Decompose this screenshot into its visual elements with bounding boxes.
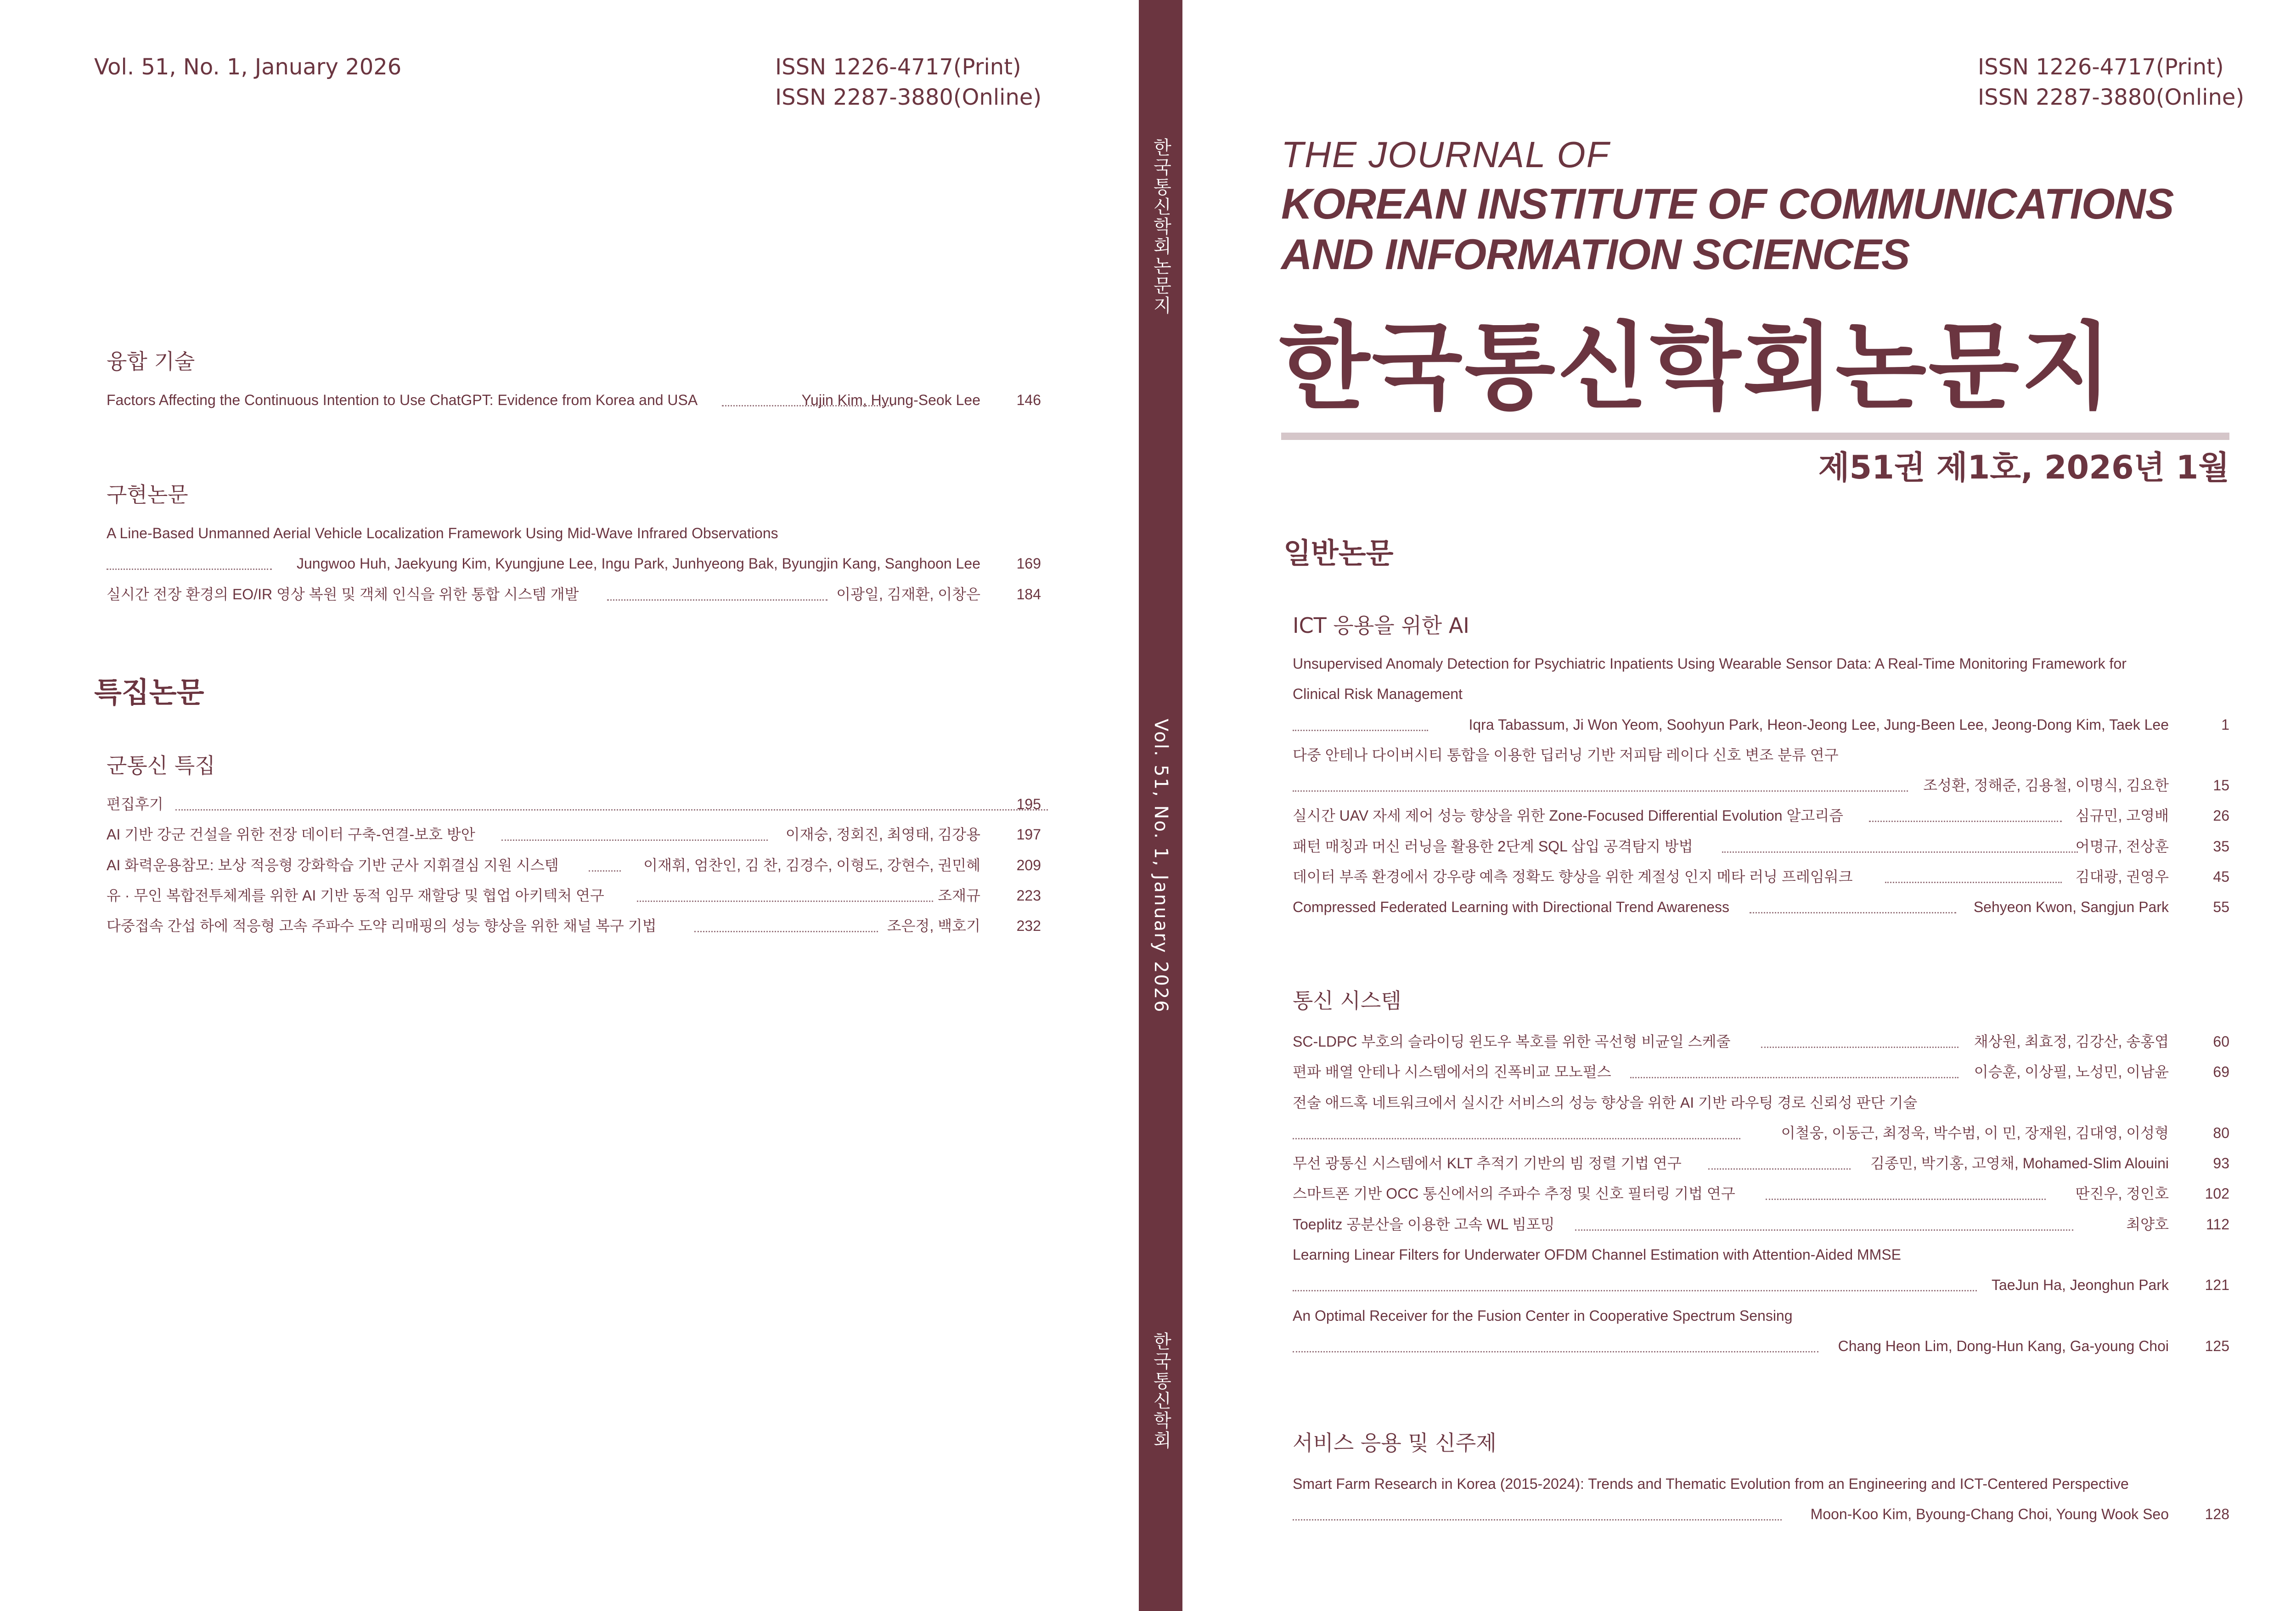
toc-entry-page: 69 <box>2213 1064 2229 1081</box>
toc-entry <box>107 880 1041 911</box>
section-heading-convergence: 융합 기술 <box>107 349 195 374</box>
leader-dots <box>1575 1229 2073 1231</box>
toc-entry-title: Toeplitz 공분산을 이용한 고속 WL 빔포밍 <box>1293 1216 1555 1233</box>
toc-entry-page: 60 <box>2213 1033 2229 1050</box>
journal-title-english <box>1281 131 2291 280</box>
toc-entry <box>107 579 1041 609</box>
toc-entry <box>107 789 1041 819</box>
toc-entry <box>1293 1209 2229 1239</box>
section-heading-comm-systems: 통신 시스템 <box>1293 988 1401 1013</box>
toc-entry <box>1293 1270 2229 1300</box>
issn-print: ISSN 1226-4717(Print) <box>1978 54 2224 80</box>
journal-title-line-2: KOREAN INSTITUTE OF COMMUNICATIONS <box>1281 180 2174 228</box>
toc-entry-authors: Iqra Tabassum, Ji Won Yeom, Soohyun Park, Heon-Jeong Lee, Jung-Been Lee, Jeong-Dong Kim, Taek Lee <box>1469 716 2169 733</box>
toc-entry <box>1293 892 2229 922</box>
toc-entry <box>1293 679 2229 709</box>
toc-entry-title: 편집후기 <box>107 796 163 812</box>
toc-entry <box>1293 800 2229 831</box>
toc-entry <box>107 911 1041 941</box>
leader-dots <box>1869 821 2062 822</box>
toc-entry-page: 169 <box>1016 555 1041 572</box>
toc-entry <box>1293 740 2229 770</box>
leader-dots <box>1766 1199 2046 1200</box>
toc-entry-title: 실시간 전장 환경의 EO/IR 영상 복원 및 객체 인식을 위한 통합 시스템 개발 <box>107 586 579 603</box>
journal-title-korean: 한국통신학회논문지 <box>1279 313 2114 422</box>
toc-entry-page: 128 <box>2205 1506 2229 1523</box>
toc-entry <box>1293 1301 2229 1331</box>
leader-dots <box>1293 790 1908 792</box>
toc-entry-authors: 어명규, 전상훈 <box>2075 838 2169 855</box>
toc-entry <box>107 385 1041 415</box>
title-divider <box>1281 433 2229 440</box>
journal-title-line-3: AND INFORMATION SCIENCES <box>1281 230 1910 278</box>
toc-entry-authors: 이광일, 김재환, 이창은 <box>836 586 980 603</box>
front-cover <box>1182 0 2296 1611</box>
toc-entry-title: Factors Affecting the Continuous Intention to Use ChatGPT: Evidence from Korea and USA <box>107 392 698 408</box>
leader-dots <box>1293 1290 1977 1291</box>
toc-entry-title: 다중접속 간섭 하에 적응형 고속 주파수 도약 리매핑의 성능 향상을 위한 채널 복구 기법 <box>107 918 657 935</box>
toc-entry-title: 편파 배열 안테나 시스템에서의 진폭비교 모노펄스 <box>1293 1064 1611 1081</box>
issn-online: ISSN 2287-3880(Online) <box>775 84 1042 110</box>
toc-entry <box>1293 831 2229 862</box>
toc-entry-page: 26 <box>2213 807 2229 824</box>
toc-entry-authors: 최양호 <box>2126 1216 2169 1233</box>
toc-entry-authors: 김종민, 박기홍, 고영채, Mohamed-Slim Alouini <box>1870 1155 2169 1172</box>
toc-entry-title: AI 기반 강군 건설을 위한 전장 데이터 구축-연결-보호 방안 <box>107 826 475 843</box>
toc-entry-title: 유 · 무인 복합전투체계를 위한 AI 기반 동적 임무 재할당 및 협업 아키텍처 연구 <box>107 887 604 904</box>
leader-dots <box>1761 1047 1958 1048</box>
toc-entry-authors: 조성환, 정해준, 김용철, 이명식, 김요한 <box>1923 777 2169 794</box>
toc-entry <box>1293 648 2229 679</box>
toc-entry-authors: 이재숭, 정회진, 최영태, 김강용 <box>785 826 980 843</box>
section-heading-military: 군통신 특집 <box>107 753 215 778</box>
toc-entry-authors: TaeJun Ha, Jeonghun Park <box>1991 1277 2169 1294</box>
issn-print: ISSN 1226-4717(Print) <box>775 54 1021 80</box>
toc-entry <box>107 819 1041 850</box>
leader-dots <box>637 901 933 902</box>
toc-entry-title: Compressed Federated Learning with Directional Trend Awareness <box>1293 899 1730 916</box>
leader-dots <box>1722 851 2078 853</box>
toc-entry-authors: 조은정, 백호기 <box>887 918 980 935</box>
toc-entry <box>107 850 1041 880</box>
toc-entry-page: 80 <box>2213 1124 2229 1141</box>
toc-entry-page: 121 <box>2205 1277 2229 1294</box>
toc-services <box>1293 1469 2229 1530</box>
toc-entry <box>107 518 1041 548</box>
toc-entry-authors: 심규민, 고영배 <box>2075 807 2169 824</box>
toc-entry-authors: Chang Heon Lim, Dong-Hun Kang, Ga-young Choi <box>1838 1337 2169 1354</box>
toc-entry-title: An Optimal Receiver for the Fusion Center in Cooperative Spectrum Sensing <box>1293 1307 1793 1324</box>
toc-entry-page: 35 <box>2213 838 2229 855</box>
toc-entry-title: 무선 광통신 시스템에서 KLT 추적기 기반의 빔 정렬 기법 연구 <box>1293 1155 1682 1172</box>
toc-entry <box>107 548 1041 579</box>
toc-entry <box>1293 1057 2229 1087</box>
toc-entry-authors: Yujin Kim, Hyung-Seok Lee <box>801 392 980 408</box>
toc-entry-title: Clinical Risk Management <box>1293 686 1463 703</box>
toc-entry-page: 197 <box>1016 826 1041 843</box>
journal-title-line-1: THE JOURNAL OF <box>1281 134 1610 175</box>
toc-entry-title: AI 화력운용참모: 보상 적응형 강화학습 기반 군사 지휘결심 지원 시스템 <box>107 856 559 873</box>
toc-entry-authors: Sehyeon Kwon, Sangjun Park <box>1973 899 2169 916</box>
leader-dots <box>1293 1519 1782 1521</box>
toc-entry-title: 데이터 부족 환경에서 강우량 예측 정확도 향상을 위한 계절성 인지 메타 러닝 프레임워크 <box>1293 868 1853 885</box>
spine-volume: Vol. 51, No. 1, January 2026 <box>1150 719 1171 1014</box>
section-heading-implementation: 구현논문 <box>107 482 188 507</box>
leader-dots <box>175 809 1048 811</box>
toc-entry-page: 1 <box>2221 716 2229 733</box>
leader-dots <box>694 931 878 932</box>
spine-title: 한국통신학회논문지 <box>1150 138 1171 315</box>
leader-dots <box>1708 1168 1851 1170</box>
leader-dots <box>1750 912 1956 913</box>
toc-entry <box>1293 1178 2229 1209</box>
spine-publisher: 한국통신학회 <box>1150 1332 1171 1450</box>
toc-entry-title: 패턴 매칭과 머신 러닝을 활용한 2단계 SQL 삽입 공격탐지 방법 <box>1293 838 1693 855</box>
toc-entry <box>1293 862 2229 892</box>
toc-convergence <box>107 385 1041 415</box>
toc-entry-authors: 조재규 <box>938 887 980 904</box>
toc-entry-authors: 이철웅, 이동근, 최정욱, 박수범, 이 민, 장재원, 김대영, 이성형 <box>1781 1124 2169 1141</box>
spine <box>1139 0 1182 1611</box>
toc-entry-title: 스마트폰 기반 OCC 통신에서의 주파수 추정 및 신호 필터링 기법 연구 <box>1293 1185 1735 1202</box>
toc-implementation <box>107 518 1041 609</box>
general-papers-heading: 일반논문 <box>1283 536 1394 570</box>
toc-entry-page: 223 <box>1016 887 1041 904</box>
toc-ict-ai <box>1293 648 2229 923</box>
toc-entry <box>1293 1331 2229 1361</box>
leader-dots <box>1630 1077 1958 1078</box>
toc-entry-authors: Jungwoo Huh, Jaekyung Kim, Kyungjune Lee, Ingu Park, Junhyeong Bak, Byungjin Kang, Sanghoon Lee <box>296 555 980 572</box>
toc-entry-page: 55 <box>2213 899 2229 916</box>
toc-entry-title: SC-LDPC 부호의 슬라이딩 윈도우 복호를 위한 곡선형 비균일 스케줄 <box>1293 1033 1731 1050</box>
toc-entry-title: A Line-Based Unmanned Aerial Vehicle Localization Framework Using Mid-Wave Infrared Observations <box>107 525 778 541</box>
toc-entry <box>1293 1148 2229 1178</box>
toc-entry-title: 전술 애드혹 네트워크에서 실시간 서비스의 성능 향상을 위한 AI 기반 라우팅 경로 신뢰성 판단 기술 <box>1293 1094 1918 1111</box>
leader-dots <box>107 569 272 570</box>
toc-entry <box>1293 1026 2229 1057</box>
toc-entry <box>1293 1087 2229 1118</box>
toc-entry-page: 125 <box>2205 1337 2229 1354</box>
toc-entry-page: 184 <box>1016 586 1041 603</box>
toc-entry-title: 다중 안테나 다이버시티 통합을 이용한 딥러닝 기반 저피탐 레이다 신호 변조 분류 연구 <box>1293 746 1839 763</box>
toc-entry-page: 209 <box>1016 856 1041 873</box>
leader-dots <box>1293 1351 1818 1352</box>
volume-line: Vol. 51, No. 1, January 2026 <box>94 54 402 80</box>
back-cover <box>0 0 1139 1611</box>
toc-entry-authors: 이재휘, 엄찬인, 김 찬, 김경수, 이형도, 강현수, 권민혜 <box>643 856 980 873</box>
toc-entry-title: 실시간 UAV 자세 제어 성능 향상을 위한 Zone-Focused Differential Evolution 알고리즘 <box>1293 807 1844 824</box>
section-heading-services: 서비스 응용 및 신주제 <box>1293 1431 1497 1455</box>
leader-dots <box>607 599 827 601</box>
toc-entry <box>1293 1118 2229 1148</box>
leader-dots <box>1293 730 1428 731</box>
leader-dots <box>1293 1138 1740 1139</box>
toc-entry <box>1293 710 2229 740</box>
toc-comm-systems <box>1293 1026 2229 1361</box>
toc-entry-page: 195 <box>1016 796 1041 812</box>
leader-dots <box>589 870 621 872</box>
leader-dots <box>1885 882 2062 883</box>
toc-entry <box>1293 1499 2229 1529</box>
toc-entry-title: Smart Farm Research in Korea (2015-2024): Trends and Thematic Evolution from an Engineering and ICT-Centered Perspective <box>1293 1476 2129 1492</box>
issn-online: ISSN 2287-3880(Online) <box>1978 84 2245 110</box>
toc-entry-title: Learning Linear Filters for Underwater OFDM Channel Estimation with Attention-Aided MMSE <box>1293 1246 1902 1263</box>
toc-entry-authors: Moon-Koo Kim, Byoung-Chang Choi, Young Wook Seo <box>1810 1506 2169 1523</box>
leader-dots <box>501 839 768 841</box>
toc-entry-authors: 김대광, 권영우 <box>2075 868 2169 885</box>
toc-entry-page: 112 <box>2206 1216 2229 1233</box>
toc-entry-authors: 이승훈, 이상필, 노성민, 이남윤 <box>1974 1064 2169 1081</box>
toc-entry-page: 45 <box>2213 868 2229 885</box>
toc-entry-page: 232 <box>1016 918 1041 935</box>
special-papers-heading: 특집논문 <box>94 676 204 709</box>
volume-issue-korean: 제51권 제1호, 2026년 1월 <box>1818 449 2229 486</box>
toc-entry <box>1293 1239 2229 1270</box>
toc-entry-page: 15 <box>2213 777 2229 794</box>
toc-entry-authors: 채상원, 최효정, 김강산, 송홍엽 <box>1974 1033 2169 1050</box>
toc-entry-title: Unsupervised Anomaly Detection for Psychiatric Inpatients Using Wearable Sensor Data: A Real-Time Monitoring Framework for <box>1293 655 2127 672</box>
toc-entry-page: 102 <box>2205 1185 2229 1202</box>
toc-entry-authors: 딴진우, 정인호 <box>2075 1185 2169 1202</box>
section-heading-ict-ai: ICT 응용을 위한 AI <box>1293 613 1469 638</box>
toc-entry-page: 93 <box>2213 1155 2229 1172</box>
toc-entry-page: 146 <box>1016 392 1041 408</box>
toc-entry <box>1293 770 2229 800</box>
toc-entry <box>1293 1469 2229 1499</box>
toc-military <box>107 789 1041 941</box>
